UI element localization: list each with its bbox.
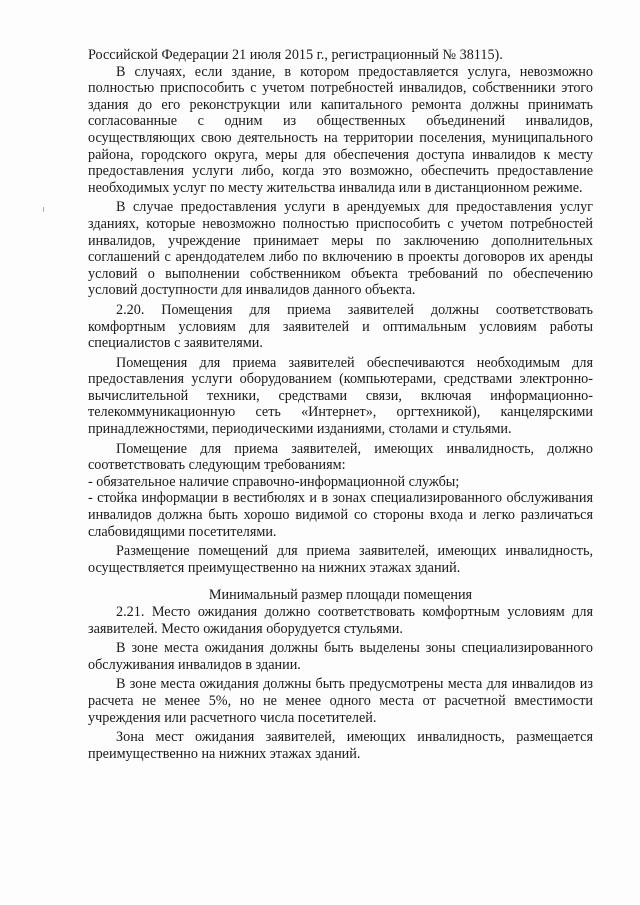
paragraph-disability-requirements: Помещение для приема заявителей, имеющих инвалидность, должно соответствовать следующим требованиям: — [88, 440, 593, 474]
paragraph-rented-buildings: В случае предоставления услуги в арендуемых для предоставления услуг зданиях, которые невозможно полностью приспособить с учетом потребностей инвалидов, учреждение принимает меры по заключению дополнительных соглашений с арендодателем либо по включению в проекты договоров их аренды условий о выполнении собственником объекта требований по обеспечению условий доступности для инвалидов данного объекта. — [88, 199, 593, 299]
paragraph-2-21: 2.21. Место ожидания должно соответствовать комфортным условиям для заявителей. Место ожидания оборудуется стульями. — [88, 604, 593, 637]
paragraph-registration: Российской Федерации 21 июля 2015 г., регистрационный № 38115). — [88, 47, 503, 63]
paragraph-seats-share: В зоне места ожидания должны быть предусмотрены места для инвалидов из расчета не менее 5%, но не менее одного места от расчетной вместимости учреждения или расчетного числа посетителей. — [88, 676, 593, 726]
list-item-info-desk: - стойка информации в вестибюлях и в зонах специализированного обслуживания инвалидов должна быть хорошо видимой со стороны входа и легко различаться слабовидящими посетителями. — [88, 490, 593, 540]
section-heading: Минимальный размер площади помещения — [208, 587, 473, 604]
paragraph-equipment: Помещения для приема заявителей обеспечиваются необходимым для предоставления услуги оборудованием (компьютерами, средствами электронно-вычислительной техники, средствами связи, включая информационно-телекоммуникационную сеть «Интернет», оргтехникой), канцелярскими принадлежностями, периодическими изданиями, столами и стульями. — [88, 354, 593, 438]
paragraph-special-zones: В зоне места ожидания должны быть выделены зоны специализированного обслуживания инвалидов в здании. — [88, 640, 593, 673]
paragraph-waiting-zone: Зона мест ожидания заявителей, имеющих инвалидность, размещается преимущественно на нижних этажах зданий. — [88, 729, 593, 762]
paragraph-placement: Размещение помещений для приема заявителей, имеющих инвалидность, осуществляется преимущественно на нижних этажах зданий. — [88, 543, 593, 576]
margin-mark — [43, 207, 44, 212]
paragraph-2-20: 2.20. Помещения для приема заявителей должны соответствовать комфортным условиям для заявителей и оптимальным условиям работы специалистов с заявителями. — [88, 301, 593, 352]
document-body — [88, 47, 593, 762]
paragraph-building-adaptation: В случаях, если здание, в котором предоставляется услуга, невозможно полностью приспособить с учетом потребностей инвалидов, собственники этого здания до его реконструкции или капитального ремонта должны принимать согласованные с одним из общественных объединений инвалидов, осуществляющих свою деятельность на территории поселения, муниципального района, городского округа, меры для обеспечения доступа инвалидов к месту предоставления услуги либо, когда это возможно, обеспечить предоставление необходимых услуг по месту жительства инвалида или в дистанционном режиме. — [88, 63, 593, 196]
list-item-info-service: - обязательное наличие справочно-информационной службы; — [88, 473, 460, 490]
